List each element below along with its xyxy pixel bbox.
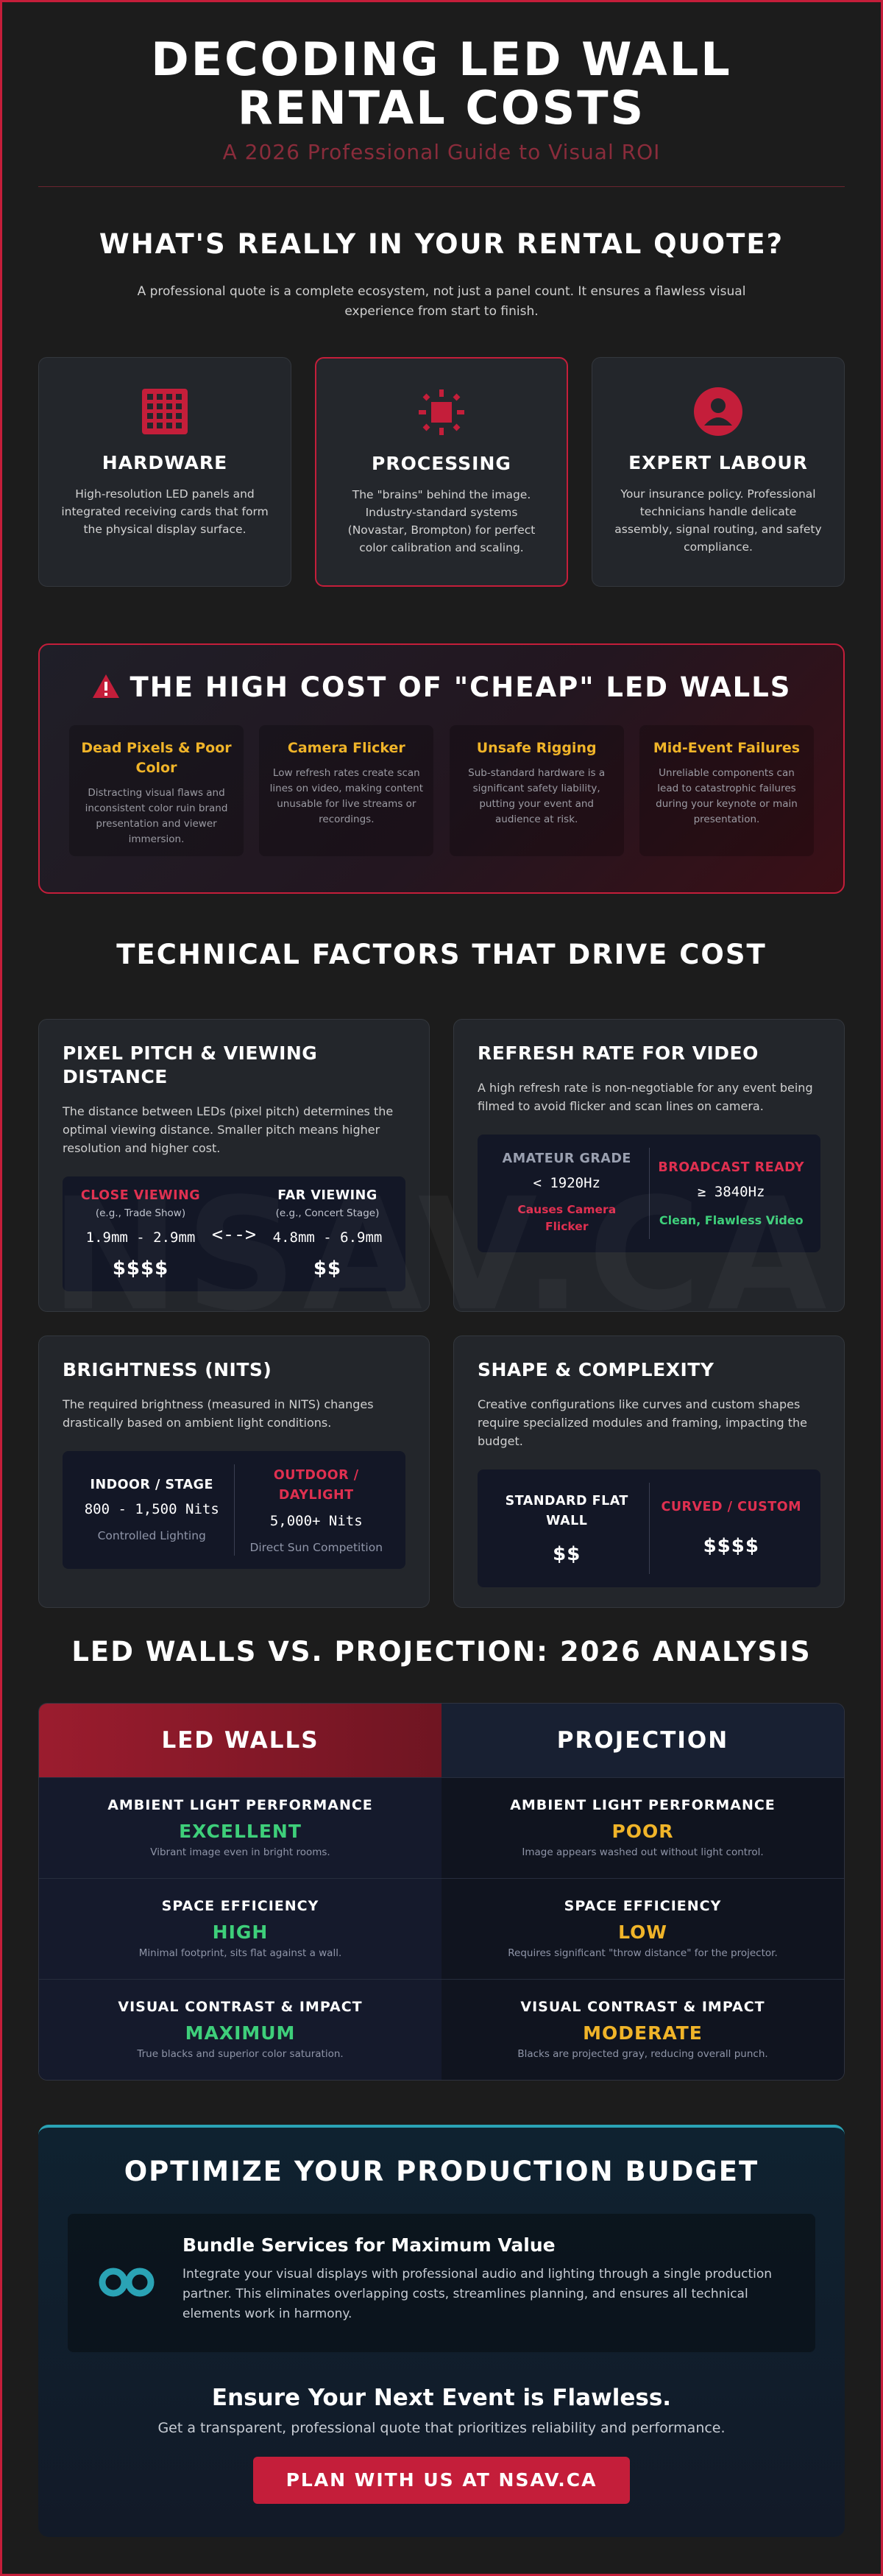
row-value: EXCELLENT xyxy=(179,1821,302,1842)
close-viewing-example: (e.g., Trade Show) xyxy=(95,1207,186,1219)
factor-title: BRIGHTNESS (NITS) xyxy=(63,1359,272,1380)
optimize-section xyxy=(38,2125,845,2537)
amateur-grade-note: Causes Camera Flicker xyxy=(517,1203,617,1233)
cheap-item-title: Unsafe Rigging xyxy=(476,740,597,756)
indoor-column xyxy=(70,1478,234,1542)
far-viewing-cost: $$ xyxy=(313,1257,342,1280)
outdoor-label: OUTDOOR / DAYLIGHT xyxy=(273,1468,359,1503)
close-viewing-label: CLOSE VIEWING xyxy=(80,1188,201,1203)
projection-column xyxy=(442,1704,844,2080)
cheap-item-title: Mid-Event Failures xyxy=(653,740,801,756)
user-circle-icon xyxy=(613,386,823,437)
indoor-note: Controlled Lighting xyxy=(97,1529,206,1542)
shape-comparison-box xyxy=(478,1469,820,1587)
cheap-item-dead-pixels xyxy=(69,725,244,856)
card-expert-labour-text: Your insurance policy. Professional technicians handle delicate assembly, signal routing, and safety compliance. xyxy=(614,487,822,554)
cheap-item-text: Unreliable components can lead to catastrophic failures during your keynote or main presentation. xyxy=(656,767,798,825)
row-value: MODERATE xyxy=(583,2022,703,2044)
bundle-services-box xyxy=(68,2214,815,2352)
cta-title: Ensure Your Next Event is Flawless. xyxy=(211,2385,672,2411)
table-row xyxy=(39,1979,442,2080)
brightness-comparison-box xyxy=(63,1451,405,1569)
flat-wall-column xyxy=(485,1492,649,1565)
cheap-item-title: Dead Pixels & Poor Color xyxy=(81,740,232,776)
row-value: POOR xyxy=(611,1821,674,1842)
row-value: HIGH xyxy=(212,1922,269,1943)
row-note: Requires significant "throw distance" for the projector. xyxy=(508,1947,778,1959)
card-expert-labour-title: EXPERT LABOUR xyxy=(628,452,808,473)
row-value: LOW xyxy=(618,1922,667,1943)
factors-grid xyxy=(38,1019,845,1608)
cheap-warning-header xyxy=(69,671,814,703)
factor-shape-complexity xyxy=(453,1335,845,1608)
card-hardware-title: HARDWARE xyxy=(102,452,228,473)
curved-custom-column xyxy=(650,1500,814,1557)
card-expert-labour xyxy=(592,357,845,587)
factor-description: The distance between LEDs (pixel pitch) determines the optimal viewing distance. Smaller pitch means higher resolution and higher cost. xyxy=(63,1104,394,1155)
broadcast-ready-value: ≥ 3840Hz xyxy=(697,1183,765,1200)
indoor-label: INDOOR / STAGE xyxy=(90,1478,214,1492)
row-title: VISUAL CONTRAST & IMPACT xyxy=(520,1999,765,2015)
row-note: Blacks are projected gray, reducing overall punch. xyxy=(517,2048,768,2060)
quote-section xyxy=(38,228,845,587)
row-note: Image appears washed out without light control. xyxy=(522,1846,764,1858)
cheap-warning-section xyxy=(38,643,845,894)
curved-custom-label: CURVED / CUSTOM xyxy=(661,1500,801,1514)
cheap-item-text: Sub-standard hardware is a significant safety liability, putting your event and audience at risk. xyxy=(468,767,606,825)
plan-with-us-button[interactable]: PLAN WITH US AT NSAV.CA xyxy=(253,2457,630,2504)
table-row xyxy=(442,1878,844,1979)
factor-refresh-rate xyxy=(453,1019,845,1312)
row-value: MAXIMUM xyxy=(185,2022,296,2044)
amateur-grade-column xyxy=(485,1151,649,1235)
curved-custom-cost: $$$$ xyxy=(703,1535,759,1557)
row-title: SPACE EFFICIENCY xyxy=(564,1898,722,1914)
bundle-services-title: Bundle Services for Maximum Value xyxy=(182,2234,556,2256)
row-note: True blacks and superior color saturation. xyxy=(137,2048,344,2060)
row-note: Vibrant image even in bright rooms. xyxy=(150,1846,330,1858)
cheap-item-text: Distracting visual flaws and inconsistent color ruin brand presentation and viewer immersion. xyxy=(85,787,228,845)
outdoor-value: 5,000+ Nits xyxy=(269,1513,363,1529)
projection-header: PROJECTION xyxy=(442,1704,844,1777)
comparison-section xyxy=(38,1636,845,2081)
grid-panel-icon xyxy=(60,386,270,437)
flat-wall-label: STANDARD FLAT WALL xyxy=(505,1494,628,1528)
factor-title: PIXEL PITCH & VIEWING DISTANCE xyxy=(63,1042,318,1087)
comparison-table xyxy=(38,1703,845,2081)
far-viewing-column xyxy=(260,1188,395,1280)
table-row xyxy=(442,1777,844,1878)
card-processing xyxy=(315,357,568,587)
link-chain-icon xyxy=(90,2234,163,2330)
close-viewing-cost: $$$$ xyxy=(112,1257,169,1280)
outdoor-note: Direct Sun Competition xyxy=(249,1541,383,1554)
factor-brightness xyxy=(38,1335,430,1608)
table-row xyxy=(442,1979,844,2080)
quote-section-title: WHAT'S REALLY IN YOUR RENTAL QUOTE? xyxy=(99,228,784,260)
page-title: DECODING LED WALL RENTAL COSTS xyxy=(151,32,732,135)
card-processing-title: PROCESSING xyxy=(372,453,511,474)
cheap-warning-items xyxy=(69,725,814,856)
factor-pixel-pitch xyxy=(38,1019,430,1312)
comparison-section-title: LED WALLS VS. PROJECTION: 2026 ANALYSIS xyxy=(71,1636,812,1668)
cheap-item-title: Camera Flicker xyxy=(287,740,405,756)
double-arrow-icon: <--> xyxy=(211,1223,257,1245)
cheap-item-camera-flicker xyxy=(259,725,433,856)
broadcast-ready-column xyxy=(650,1160,814,1227)
refresh-comparison-box xyxy=(478,1135,820,1252)
row-note: Minimal footprint, sits flat against a wall. xyxy=(138,1947,342,1959)
row-title: VISUAL CONTRAST & IMPACT xyxy=(118,1999,363,2015)
card-hardware-text: High-resolution LED panels and integrated receiving cards that form the physical display surface. xyxy=(61,487,269,536)
factor-description: A high refresh rate is non-negotiable for any event being filmed to avoid flicker and scan lines on camera. xyxy=(478,1081,813,1113)
table-row xyxy=(39,1777,442,1878)
quote-cards xyxy=(38,357,845,587)
processor-chip-icon xyxy=(337,387,546,438)
row-title: AMBIENT LIGHT PERFORMANCE xyxy=(510,1797,776,1813)
broadcast-ready-label: BROADCAST READY xyxy=(658,1160,805,1175)
factor-title: REFRESH RATE FOR VIDEO xyxy=(478,1042,759,1064)
bundle-services-text: Integrate your visual displays with professional audio and lighting through a single production partner. This eliminates overlapping costs, streamlines planning, and ensures all technical elements work in harmony. xyxy=(182,2267,773,2321)
page-subtitle: A 2026 Professional Guide to Visual ROI xyxy=(222,140,661,164)
factors-section-title: TECHNICAL FACTORS THAT DRIVE COST xyxy=(116,939,767,970)
led-walls-header: LED WALLS xyxy=(39,1704,442,1777)
cta-subtitle: Get a transparent, professional quote that prioritizes reliability and performance. xyxy=(157,2420,726,2436)
amateur-grade-label: AMATEUR GRADE xyxy=(502,1151,631,1166)
cheap-item-mid-event-failures xyxy=(639,725,814,856)
quote-section-description: A professional quote is a complete ecosystem, not just a panel count. It ensures a flawless visual experience from start to finish. xyxy=(137,284,746,319)
factor-title: SHAPE & COMPLEXITY xyxy=(478,1359,714,1380)
card-hardware xyxy=(38,357,291,587)
bundle-services-body xyxy=(182,2234,795,2324)
optimize-section-title: OPTIMIZE YOUR PRODUCTION BUDGET xyxy=(124,2156,759,2187)
cheap-item-unsafe-rigging xyxy=(450,725,624,856)
amateur-grade-value: < 1920Hz xyxy=(533,1175,600,1191)
close-viewing-range: 1.9mm - 2.9mm xyxy=(85,1229,196,1246)
header-divider xyxy=(38,186,845,187)
row-title: AMBIENT LIGHT PERFORMANCE xyxy=(107,1797,373,1813)
header xyxy=(38,32,845,187)
row-title: SPACE EFFICIENCY xyxy=(161,1898,319,1914)
warning-triangle-icon xyxy=(92,674,120,702)
outdoor-column xyxy=(235,1466,399,1554)
pitch-comparison-box xyxy=(63,1176,405,1291)
table-row xyxy=(39,1878,442,1979)
cheap-item-text: Low refresh rates create scan lines on video, making content unusable for live streams or recordings. xyxy=(269,767,423,825)
factors-section xyxy=(38,939,845,1608)
factor-description: Creative configurations like curves and custom shapes require specialized modules and framing, impacting the budget. xyxy=(478,1397,807,1448)
indoor-value: 800 - 1,500 Nits xyxy=(84,1501,219,1517)
card-processing-text: The "brains" behind the image. Industry-standard systems (Novastar, Brompton) for perfect color calibration and scaling. xyxy=(347,488,536,554)
cheap-warning-title: THE HIGH COST OF "CHEAP" LED WALLS xyxy=(130,671,792,703)
broadcast-ready-note: Clean, Flawless Video xyxy=(659,1213,804,1227)
close-viewing-column xyxy=(73,1188,208,1280)
far-viewing-example: (e.g., Concert Stage) xyxy=(275,1207,380,1219)
far-viewing-range: 4.8mm - 6.9mm xyxy=(272,1229,383,1246)
led-walls-column xyxy=(39,1704,442,2080)
flat-wall-cost: $$ xyxy=(553,1543,581,1565)
far-viewing-label: FAR VIEWING xyxy=(277,1188,377,1203)
factor-description: The required brightness (measured in NITS) changes drastically based on ambient light conditions. xyxy=(63,1397,374,1430)
